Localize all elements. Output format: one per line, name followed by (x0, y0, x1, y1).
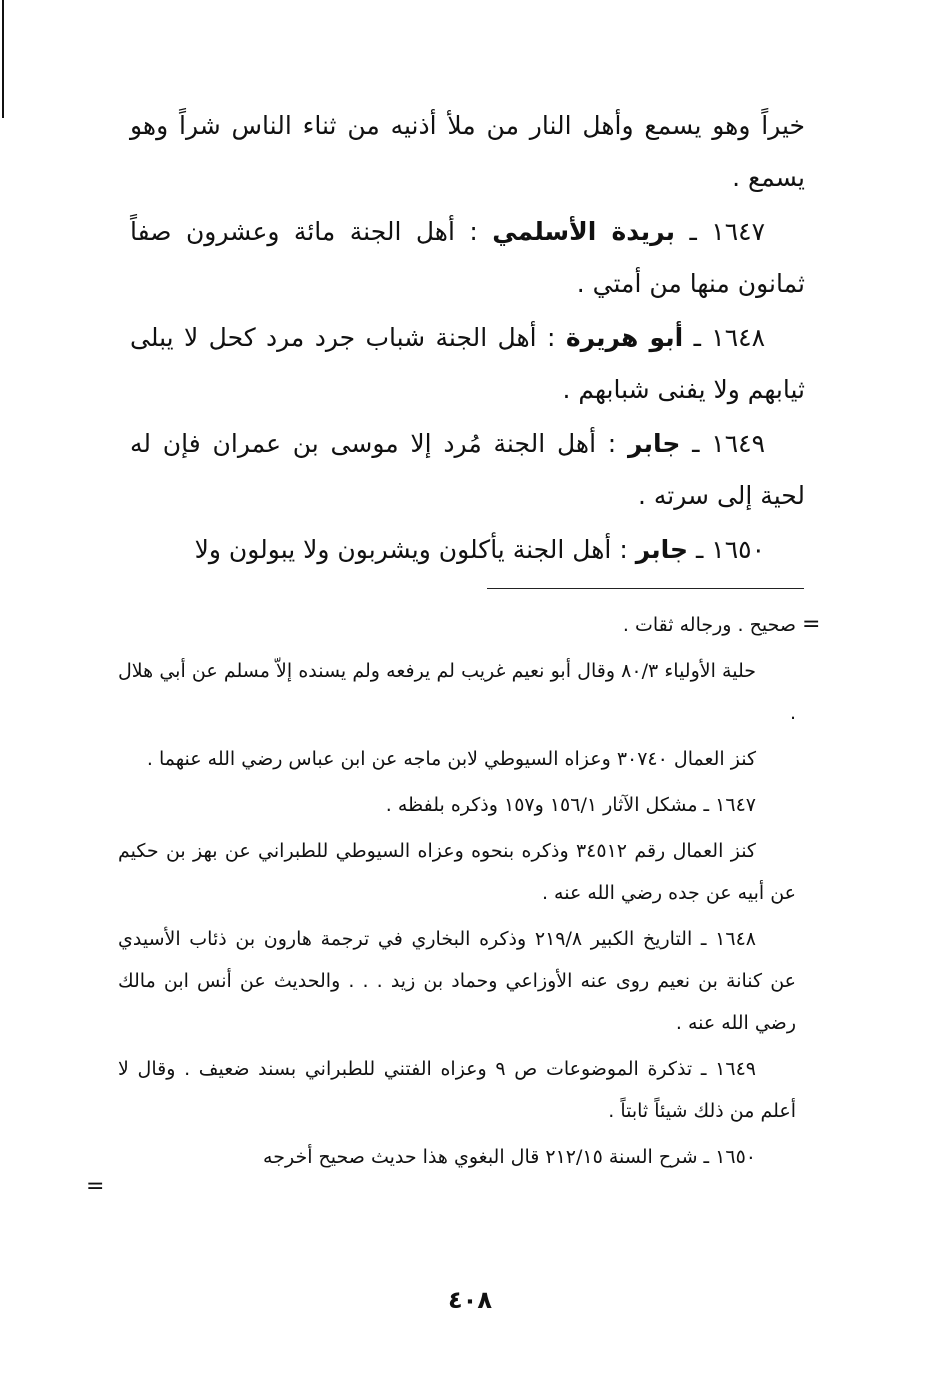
hadith-number: ١٦٤٩ ـ (692, 429, 766, 458)
footnote-separator (487, 588, 804, 589)
paragraph-continuation: خيراً وهو يسمع وأهل النار من ملأ أذنيه من ثناء الناس شراً وهو يسمع . (130, 111, 805, 192)
continuation-mark-bottom: = (86, 1174, 105, 1199)
footnote-1647: ١٦٤٧ ـ مشكل الآثار ١٥٦/١ و١٥٧ وذكره بلفظه . (385, 794, 756, 816)
main-text (130, 100, 805, 578)
margin-rule (2, 0, 4, 118)
hadith-text: : أهل الجنة مائة وعشرون صفاً ثمانون منها من أمتي . (130, 217, 805, 298)
footnote-1649: ١٦٤٩ ـ تذكرة الموضوعات ص ٩ وعزاه الفتني للطبراني بسند ضعيف . وقال لا أعلم من ذلك شيئاً ثابتاً . (118, 1058, 796, 1122)
narrator-name: أبو هريرة (565, 323, 684, 352)
continuation-mark-top: = (802, 612, 821, 637)
narrator-name: جابر (628, 429, 681, 458)
hadith-number: ١٦٤٨ ـ (693, 323, 765, 352)
footnote-line: صحيح . ورجاله ثقات . (622, 614, 796, 636)
page-number: ٤٠٨ (448, 1286, 492, 1314)
hadith-text: : أهل الجنة مُرد إلا موسى بن عمران فإن له لحية إلى سرته . (130, 429, 805, 510)
hadith-1647 (130, 206, 805, 310)
hadith-1648 (130, 312, 805, 416)
footnotes (118, 604, 796, 1182)
narrator-name: جابر (635, 535, 689, 564)
hadith-1650 (130, 524, 805, 576)
hadith-1649 (130, 418, 805, 522)
footnote-1650: ١٦٥٠ ـ شرح السنة ٢١٢/١٥ قال البغوي هذا حديث صحيح أخرجه (263, 1146, 756, 1168)
hadith-text: : أهل الجنة شباب جرد مرد كحل لا يبلى ثيابهم ولا يفنى شبابهم . (130, 323, 805, 404)
footnote-1648: ١٦٤٨ ـ التاريخ الكبير ٢١٩/٨ وذكره البخاري في ترجمة هارون بن ذئاب الأسيدي عن كنانة بن نعيم روى عنه الأوزاعي وحماد بن زيد . . . والحديث عن أنس ابن مالك رضي الله عنه . (118, 928, 796, 1034)
footnote-line: كنز العمال رقم ٣٤٥١٢ وذكره بنحوه وعزاه السيوطي للطبراني عن بهز بن حكيم عن أبيه عن جده رضي الله عنه . (118, 840, 796, 904)
narrator-name: بريدة الأسلمي (492, 217, 676, 246)
hadith-number: ١٦٤٧ ـ (689, 217, 766, 246)
hadith-number: ١٦٥٠ ـ (696, 535, 765, 564)
footnote-line: حلية الأولياء ٨٠/٣ وقال أبو نعيم غريب لم يرفعه ولم يسنده إلاّ مسلم عن أبي هلال . (118, 660, 796, 724)
footnote-line: كنز العمال ٣٠٧٤٠ وعزاه السيوطي لابن ماجه عن ابن عباس رضي الله عنهما . (146, 748, 756, 770)
hadith-text: : أهل الجنة يأكلون ويشربون ولا يبولون ولا (194, 535, 628, 564)
